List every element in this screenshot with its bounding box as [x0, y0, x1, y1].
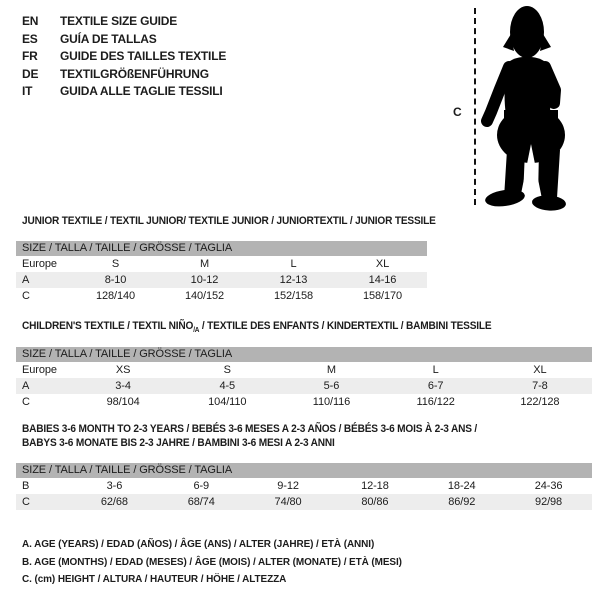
- table-cell: 92/98: [535, 496, 563, 508]
- table-cell: 74/80: [274, 496, 302, 508]
- footnote-a: A. AGE (YEARS) / EDAD (AÑOS) / ÂGE (ANS) / ALTER (JAHRE) / ETÀ (ANNI): [22, 538, 375, 550]
- size-header-bar: SIZE / TALLA / TAILLE / GRÖSSE / TAGLIA: [16, 463, 592, 478]
- table-cell: XS: [115, 364, 131, 376]
- table-cell: 3-4: [115, 380, 131, 392]
- table-cell: 152/158: [273, 290, 314, 302]
- table-cell: XL: [533, 364, 547, 376]
- table-row-europe: [16, 362, 592, 378]
- table-row-height: [16, 394, 592, 410]
- table-row-age-months: [16, 478, 592, 494]
- row-label: Europe: [22, 258, 57, 270]
- table-cell: XL: [375, 258, 390, 270]
- language-title-list: [22, 13, 226, 101]
- row-label: C: [22, 496, 30, 508]
- language-code: EN: [22, 14, 39, 28]
- table-cell: 158/170: [362, 290, 403, 302]
- table-cell: 104/110: [208, 396, 247, 408]
- language-label: GUÍA DE TALLAS: [60, 31, 157, 46]
- table-cell: 7-8: [532, 380, 548, 392]
- title-subscript: /A: [193, 327, 200, 335]
- title-line-2: BABYS 3-6 MONATE BIS 2-3 JAHRE / BAMBINI 3-6 MESI A 2-3 ANNI: [22, 436, 335, 449]
- height-measure-dashed-line: [474, 8, 476, 205]
- table-cell: 24-36: [534, 480, 563, 492]
- language-row: [22, 13, 226, 31]
- language-row: [22, 66, 226, 84]
- table-cell: 5-6: [323, 380, 340, 392]
- row-label: A: [22, 274, 30, 286]
- table-cell: 12-18: [361, 480, 389, 492]
- row-label: C: [22, 396, 30, 408]
- title-text: / TEXTILE DES ENFANTS / KINDERTEXTIL / BAMBINI TESSILE: [199, 320, 492, 332]
- table-cell: 6-9: [193, 480, 210, 492]
- table-cell: 122/128: [520, 396, 560, 408]
- language-code: IT: [22, 84, 33, 99]
- table-cell: 4-5: [219, 380, 236, 392]
- row-label: Europe: [22, 364, 57, 376]
- table-cell: 12-13: [279, 274, 308, 286]
- row-label: B: [22, 480, 30, 492]
- table-cell: 128/140: [95, 290, 136, 302]
- table-cell: 10-12: [190, 274, 219, 286]
- table-row-age: [16, 378, 592, 394]
- table-header-row: [16, 463, 592, 478]
- table-cell: 140/152: [184, 290, 225, 302]
- table-cell: M: [326, 364, 336, 376]
- table-cell: 62/68: [100, 496, 128, 508]
- table-cell: 6-7: [427, 380, 444, 392]
- language-row: [22, 48, 226, 66]
- language-code: DE: [22, 66, 39, 81]
- table-cell: 18-24: [447, 480, 476, 492]
- title-line-1: BABIES 3-6 MONTH TO 2-3 YEARS / BEBÉS 3-6 MESES A 2-3 AÑOS / BÉBÉS 3-6 MOIS À 2-3 ANS /: [22, 423, 478, 435]
- table-cell: L: [290, 258, 297, 270]
- children-size-table: [16, 347, 592, 410]
- junior-size-table: [16, 241, 427, 304]
- table-cell: 8-10: [104, 274, 127, 286]
- language-label: TEXTILGRÖßENFÜHRUNG: [60, 66, 209, 81]
- language-code: FR: [22, 49, 38, 64]
- title-text: CHILDREN'S TEXTILE / TEXTIL NIÑO: [22, 320, 194, 332]
- table-cell: 3-6: [106, 480, 123, 492]
- table-cell: 80/86: [361, 496, 389, 508]
- children-section-title: [22, 320, 491, 334]
- footnote-b: B. AGE (MONTHS) / EDAD (MESES) / ÂGE (MOIS) / ALTER (MONATE) / ETÀ (MESI): [22, 555, 402, 568]
- babies-size-table: [16, 463, 592, 510]
- footnote-c: C. (cm) HEIGHT / ALTURA / HAUTEUR / HÖHE / ALTEZZA: [22, 573, 287, 586]
- language-label: TEXTILE SIZE GUIDE: [60, 14, 178, 28]
- language-code: ES: [22, 31, 38, 46]
- table-cell: 14-16: [368, 274, 397, 286]
- table-cell: L: [432, 364, 439, 376]
- legend-footnotes: [22, 536, 402, 589]
- toddler-silhouette-icon: [478, 2, 598, 214]
- table-cell: 110/116: [312, 396, 351, 408]
- table-cell: S: [111, 258, 120, 270]
- language-row: [22, 31, 226, 49]
- table-cell: M: [199, 258, 210, 270]
- table-row-europe: [16, 256, 427, 272]
- table-header-row: [16, 347, 592, 362]
- height-measure-label: C: [453, 105, 462, 119]
- table-cell: 98/104: [106, 396, 140, 408]
- language-label: GUIDA ALLE TAGLIE TESSILI: [60, 84, 223, 99]
- table-cell: 9-12: [277, 480, 299, 492]
- babies-section-title: [22, 423, 477, 450]
- size-header-bar: SIZE / TALLA / TAILLE / GRÖSSE / TAGLIA: [16, 347, 592, 362]
- table-cell: S: [223, 364, 231, 376]
- table-cell: 68/74: [187, 496, 215, 508]
- table-row-height: [16, 494, 592, 510]
- table-row-age: [16, 272, 427, 288]
- language-row: [22, 83, 226, 101]
- size-header-bar: SIZE / TALLA / TAILLE / GRÖSSE / TAGLIA: [16, 241, 427, 256]
- table-cell: 116/122: [416, 396, 455, 408]
- language-label: GUIDE DES TAILLES TEXTILE: [60, 49, 227, 64]
- table-row-height: [16, 288, 427, 304]
- table-header-row: [16, 241, 427, 256]
- junior-section-title: JUNIOR TEXTILE / TEXTIL JUNIOR/ TEXTILE JUNIOR / JUNIORTEXTIL / JUNIOR TESSILE: [22, 215, 436, 227]
- row-label: C: [22, 290, 30, 302]
- table-cell: 86/92: [448, 496, 476, 508]
- row-label: A: [22, 380, 30, 392]
